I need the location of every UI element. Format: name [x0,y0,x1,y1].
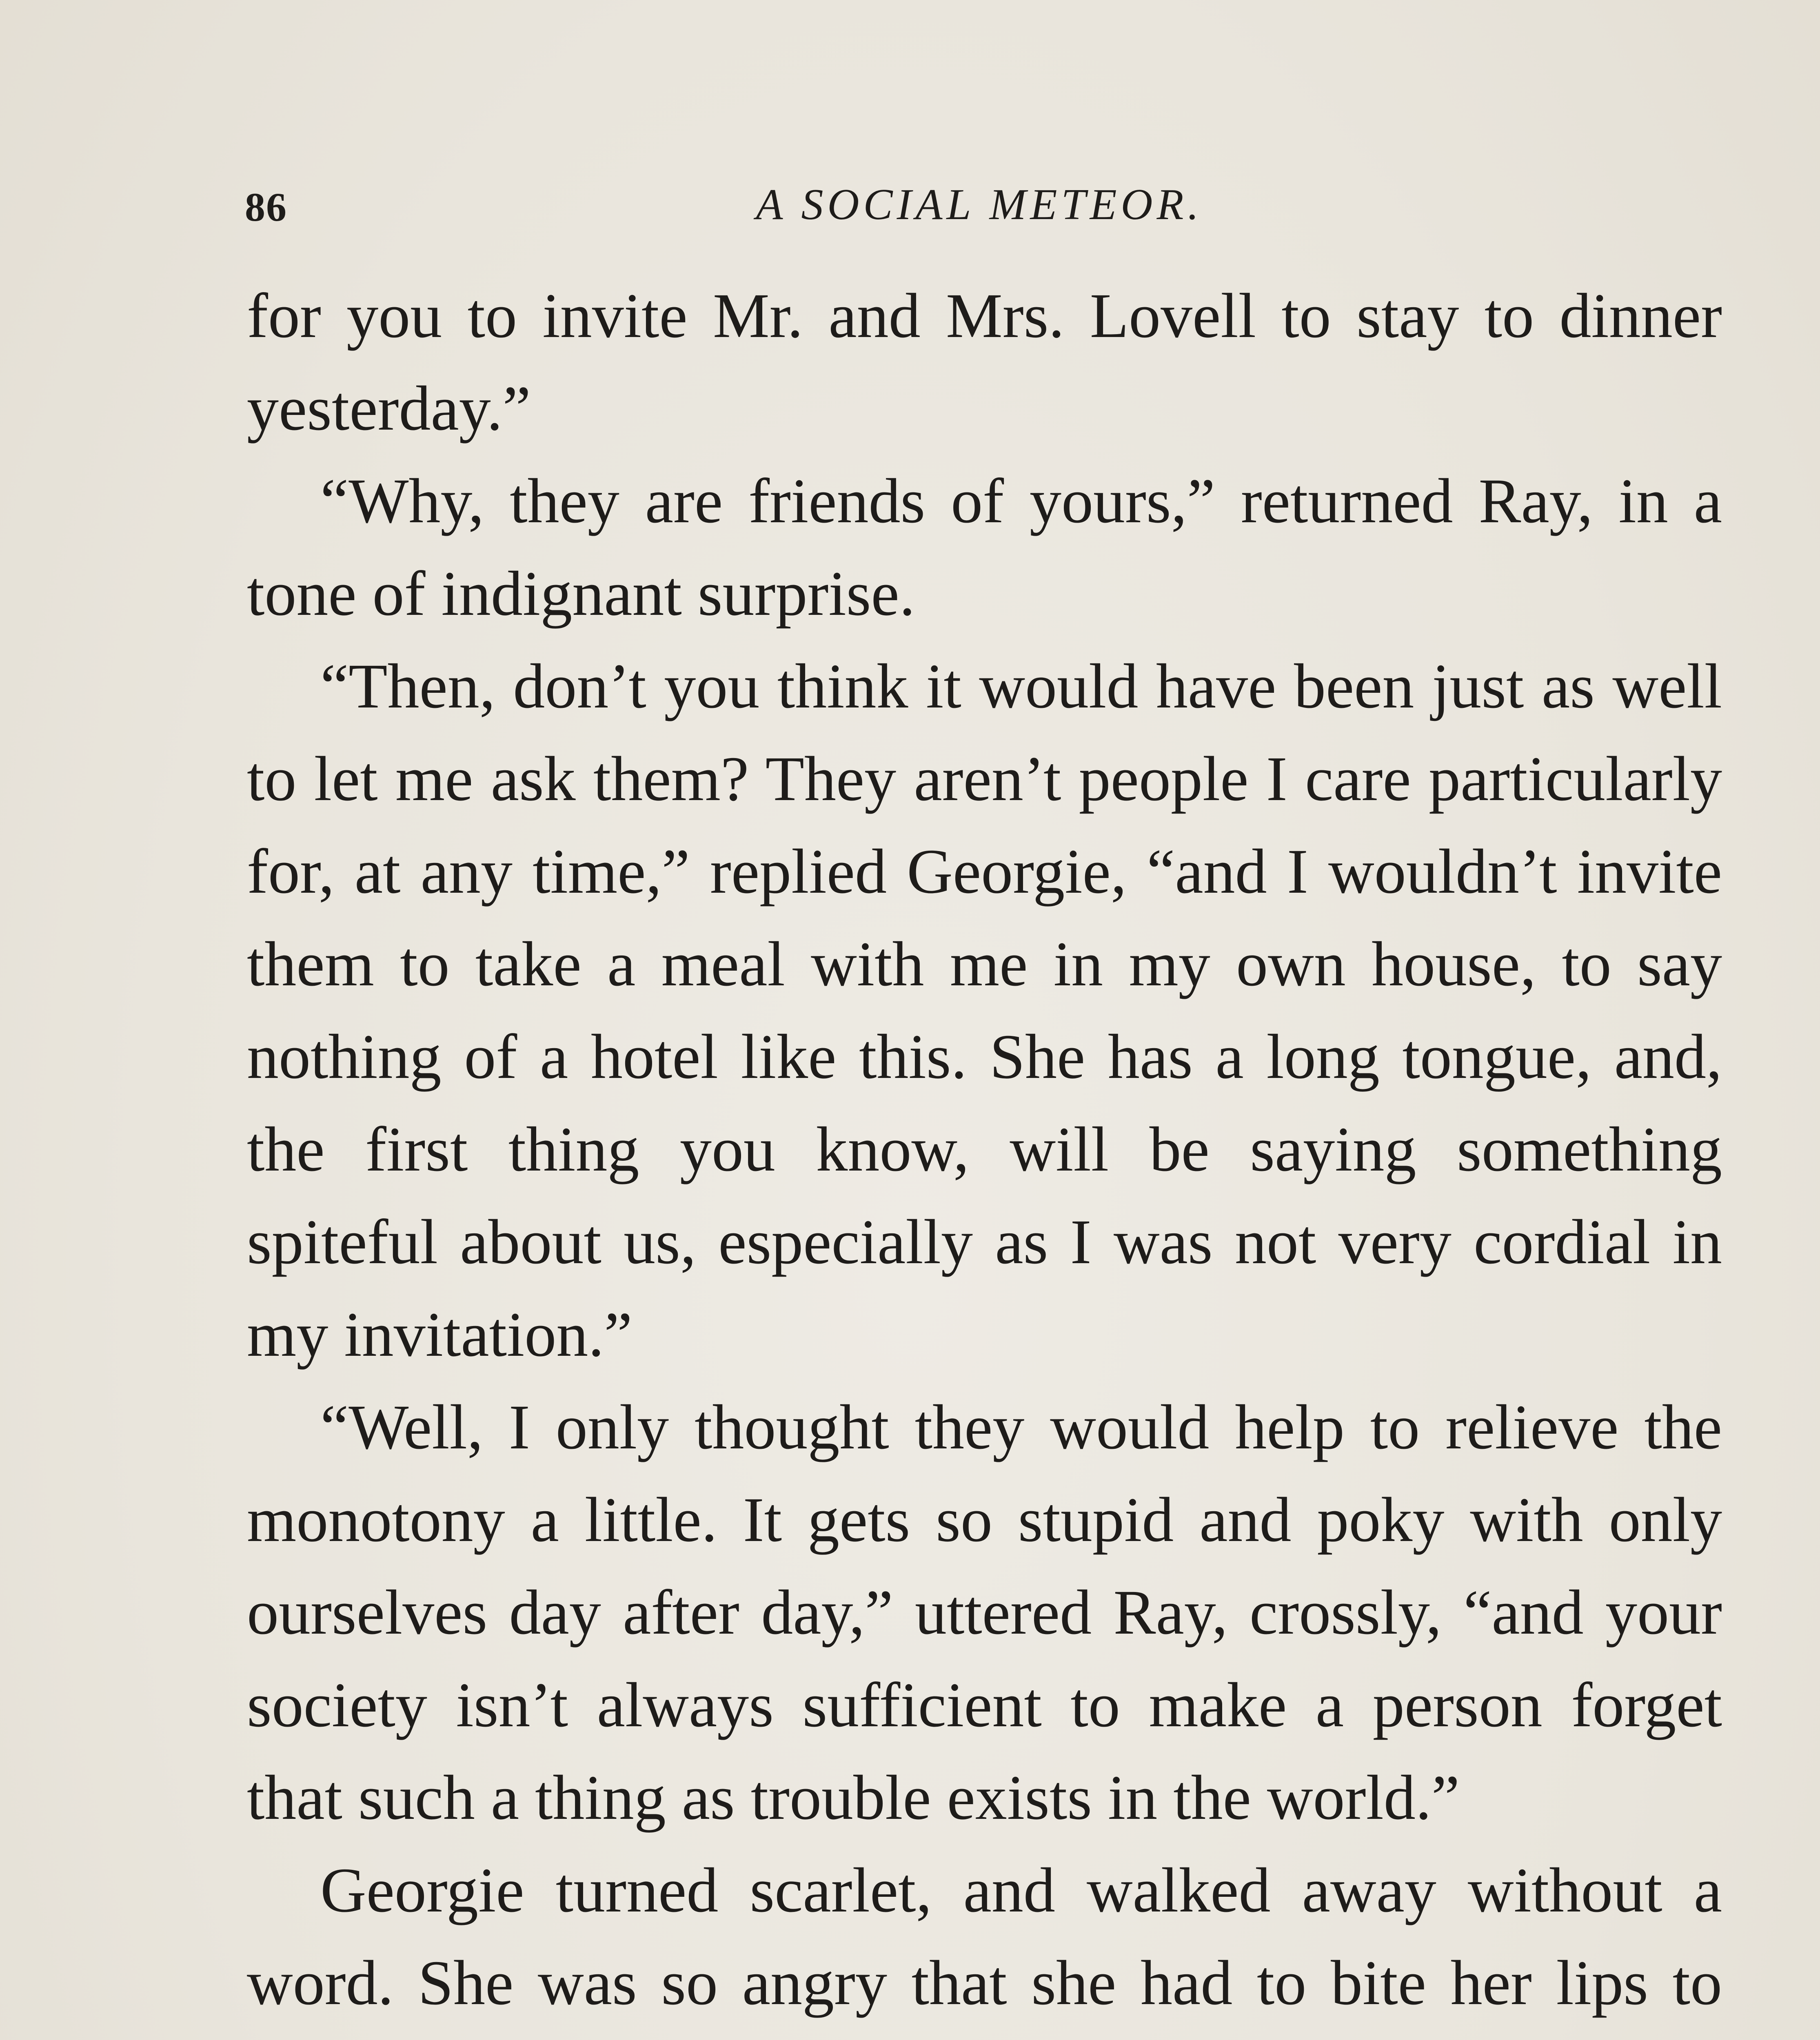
body-text [247,269,1722,2040]
page-number: 86 [245,184,287,230]
paragraph: “Then, don’t you think it would have been just as well to let me ask them? They aren’t people I care particularly for, at any time,” replied Georgie, “and I wouldn’t invite them to take a meal with me in my own house, to say nothing of a hotel like this. She has a long tongue, and, the first thing you know, will be saying something spiteful about us, especially as I was not very cordial in my invitation.” [247,651,1722,1370]
page-header [245,180,1714,237]
paragraph: “Well, I only thought they would help to relieve the monotony a little. It gets so stupid and poky with only ourselves day after day,” uttered Ray, crossly, “and your society isn’t always sufficient to make a person forget that such a thing as trouble exists in the world.” [247,1392,1722,1833]
running-title: A SOCIAL METEOR. [756,180,1203,229]
paragraph: “Why, they are friends of yours,” returned Ray, in a tone of indignant surprise. [247,466,1722,629]
paragraph: for you to invite Mr. and Mrs. Lovell to stay to dinner yesterday.” [247,280,1722,443]
paragraph: Georgie turned scarlet, and walked away without a word. She was so angry that she had to bite her lips to [247,1855,1722,2018]
